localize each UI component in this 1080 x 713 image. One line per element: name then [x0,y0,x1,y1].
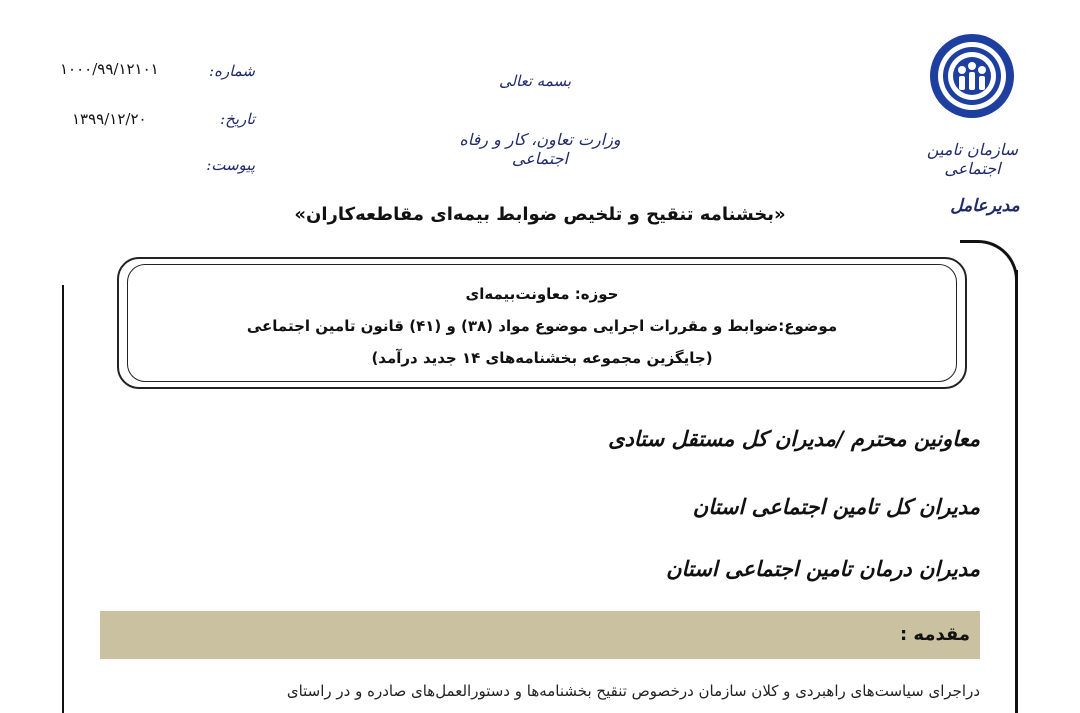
addressee-1: معاونین محترم /مدیران کل مستقل ستادی [608,426,980,451]
page-border-corner [960,240,1018,300]
number-label: شماره: [209,62,255,80]
subject-domain: حوزه: معاونت‌بیمه‌ای [465,285,619,303]
date-value: ۱۳۹۹/۱۲/۲۰ [72,110,147,128]
date-label: تاریخ: [220,110,255,128]
subject-text: موضوع:ضوابط و مقررات اجرایی موضوع مواد (۳۸) و (۴۱) قانون تامین اجتماعی [246,317,838,335]
addressee-2: مدیران کل تامین اجتماعی استان [692,494,980,519]
signatory-title: مدیرعامل [950,196,1020,216]
section-body: دراجرای سیاست‌های راهبردی و کلان سازمان درخصوص تنقیح بخشنامه‌ها و دستورالعمل‌های صادره و در راستای [286,682,980,700]
organization-logo [928,32,1016,120]
page-border-right [1015,270,1018,713]
bismillah: بسمه تعالی [498,72,572,90]
subject-replacement: (جایگزین مجموعه بخشنامه‌های ۱۴ جدید درآمد) [371,349,713,367]
number-value: ۱۰۰۰/۹۹/۱۲۱۰۱ [60,60,159,78]
section-title: مقدمه : [899,624,970,645]
page-border-left [62,285,64,713]
ministry-name: وزارت تعاون، کار و رفاه اجتماعی [459,130,621,168]
circular-title: «بخشنامه تنقیح و تلخیص ضوابط بیمه‌ای مقاطعه‌کاران» [294,204,786,225]
attachment-label: پیوست: [206,156,255,174]
organization-name: سازمان تامین اجتماعی [926,140,1019,178]
addressee-3: مدیران درمان تامین اجتماعی استان [666,556,980,581]
social-security-emblem-icon [928,32,1016,120]
